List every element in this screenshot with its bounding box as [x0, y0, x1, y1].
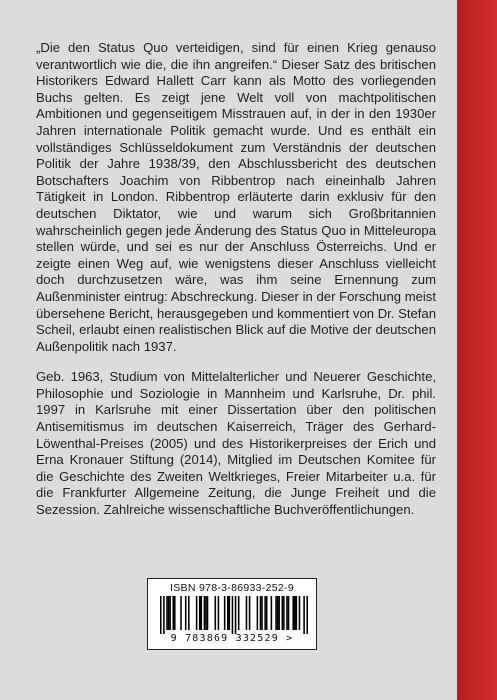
barcode-bar: [188, 596, 190, 630]
barcode-bar: [303, 596, 305, 634]
barcode-bar: [277, 596, 279, 630]
barcode-bar: [296, 596, 298, 630]
barcode-bar: [205, 596, 207, 630]
barcode-bar: [232, 596, 234, 634]
barcode-bar: [266, 596, 268, 630]
barcode-bar: [201, 596, 203, 630]
barcode-bar: [275, 596, 277, 630]
red-spine-strip: [457, 0, 497, 700]
blurb-text-block: [36, 40, 436, 519]
barcode-bar: [238, 596, 240, 630]
barcode-bar: [227, 596, 229, 630]
barcode-bars: [160, 596, 308, 634]
barcode-bar: [196, 596, 198, 630]
barcode-digits: 9 783869 332529 >: [170, 633, 294, 644]
blurb-paragraph: „Die den Status Quo verteidigen, sind für einen Krieg genauso verantwortlich wie die, die ihn angreifen.“ Dieser Satz des britischen Historikers Edward Hallett Carr kann als Motto des vorliegenden Buchs gelten. Es zeigt jene Welt voll von machtpolitischen Ambitionen und gegenseitigem Misstrauen auf, in der in den 1930er Jahren internationale Politik gemacht wurde. Und es enthält ein vollständiges Schlüsseldokument zum Verständnis der deutschen Politik der Jahre 1938/39, den Abschlussbericht des deutschen Botschafters Joachim von Ribbentrop nach eineinhalb Jahren Tätigkeit in London. Ribbentrop erläuterte darin exklusiv für den deutschen Diktator, wie und warum sich Großbritannien wahrscheinlich gegen jede Änderung des Status Quo in Mitteleuropa stellen würde, und sei es nur der Anschluss Österreichs. Und er zeigte einen Weg auf, wie wenigstens dieser Anschluss vielleicht doch durchzusetzen wäre, was ihm seine Ernennung zum Außenminister eintrug: Abschreckung. Dieser in der Forschung meist übersehene Bericht, herausgegeben und kommentiert von Dr. Stefan Scheil, erlaubt einen realistischen Blick auf die Motive der deutschen Außenpolitik nach 1937.: [36, 40, 436, 354]
barcode-bar: [172, 596, 174, 630]
barcode-bar: [292, 596, 294, 630]
barcode-bar: [294, 596, 296, 630]
barcode-bar: [160, 596, 162, 634]
barcode-bar: [207, 596, 209, 630]
isbn-barcode: [147, 578, 317, 650]
barcode-bar: [224, 596, 226, 630]
barcode-bar: [235, 596, 237, 634]
barcode-bar: [264, 596, 266, 630]
barcode-bar: [283, 596, 285, 630]
barcode-bar: [260, 596, 262, 630]
barcode-bar: [288, 596, 290, 630]
barcode-bar: [278, 596, 280, 630]
barcode-bar: [204, 596, 206, 630]
barcode-bar: [218, 596, 220, 630]
barcode-bar: [257, 596, 259, 630]
barcode-bar: [246, 596, 248, 630]
barcode-bar: [169, 596, 171, 630]
barcode-bar: [282, 596, 284, 630]
barcode-bar: [199, 596, 201, 630]
barcode-bar: [229, 596, 231, 630]
barcode-bar: [185, 596, 187, 630]
barcode-bar: [306, 596, 308, 634]
barcode-bar: [166, 596, 168, 630]
barcode-bar: [168, 596, 170, 630]
barcode-bar: [180, 596, 182, 630]
isbn-label: ISBN 978-3-86933-252-9: [170, 582, 294, 594]
barcode-bar: [174, 596, 176, 630]
barcode-bar: [163, 596, 165, 634]
author-bio-paragraph: Geb. 1963, Studium von Mittelalterlicher und Neuerer Geschichte, Philosophie und Soziologie in Mannheim und Karlsruhe, Dr. phil. 1997 in Karlsruhe mit einer Dissertation über den politischen Antisemitismus im deutschen Kaiserreich, Träger des Gerhard-Löwenthal-Preises (2005) und des Historikerpreises der Erich und Erna Kronauer Stiftung (2014), Mitglied im Deutschen Komitee für die Geschichte des Zweiten Weltkrieges, Freier Mitarbeiter u.a. für die Frankfurter Allgemeine Zeitung, die Junge Freiheit und die Sezession. Zahlreiche wissenschaftliche Buchveröffentlichungen.: [36, 369, 436, 518]
barcode-bar: [271, 596, 273, 630]
barcode-bar: [261, 596, 263, 630]
barcode-bar: [249, 596, 251, 630]
barcode-bar: [299, 596, 301, 630]
barcode-bar: [215, 596, 217, 630]
barcode-bar: [286, 596, 288, 630]
